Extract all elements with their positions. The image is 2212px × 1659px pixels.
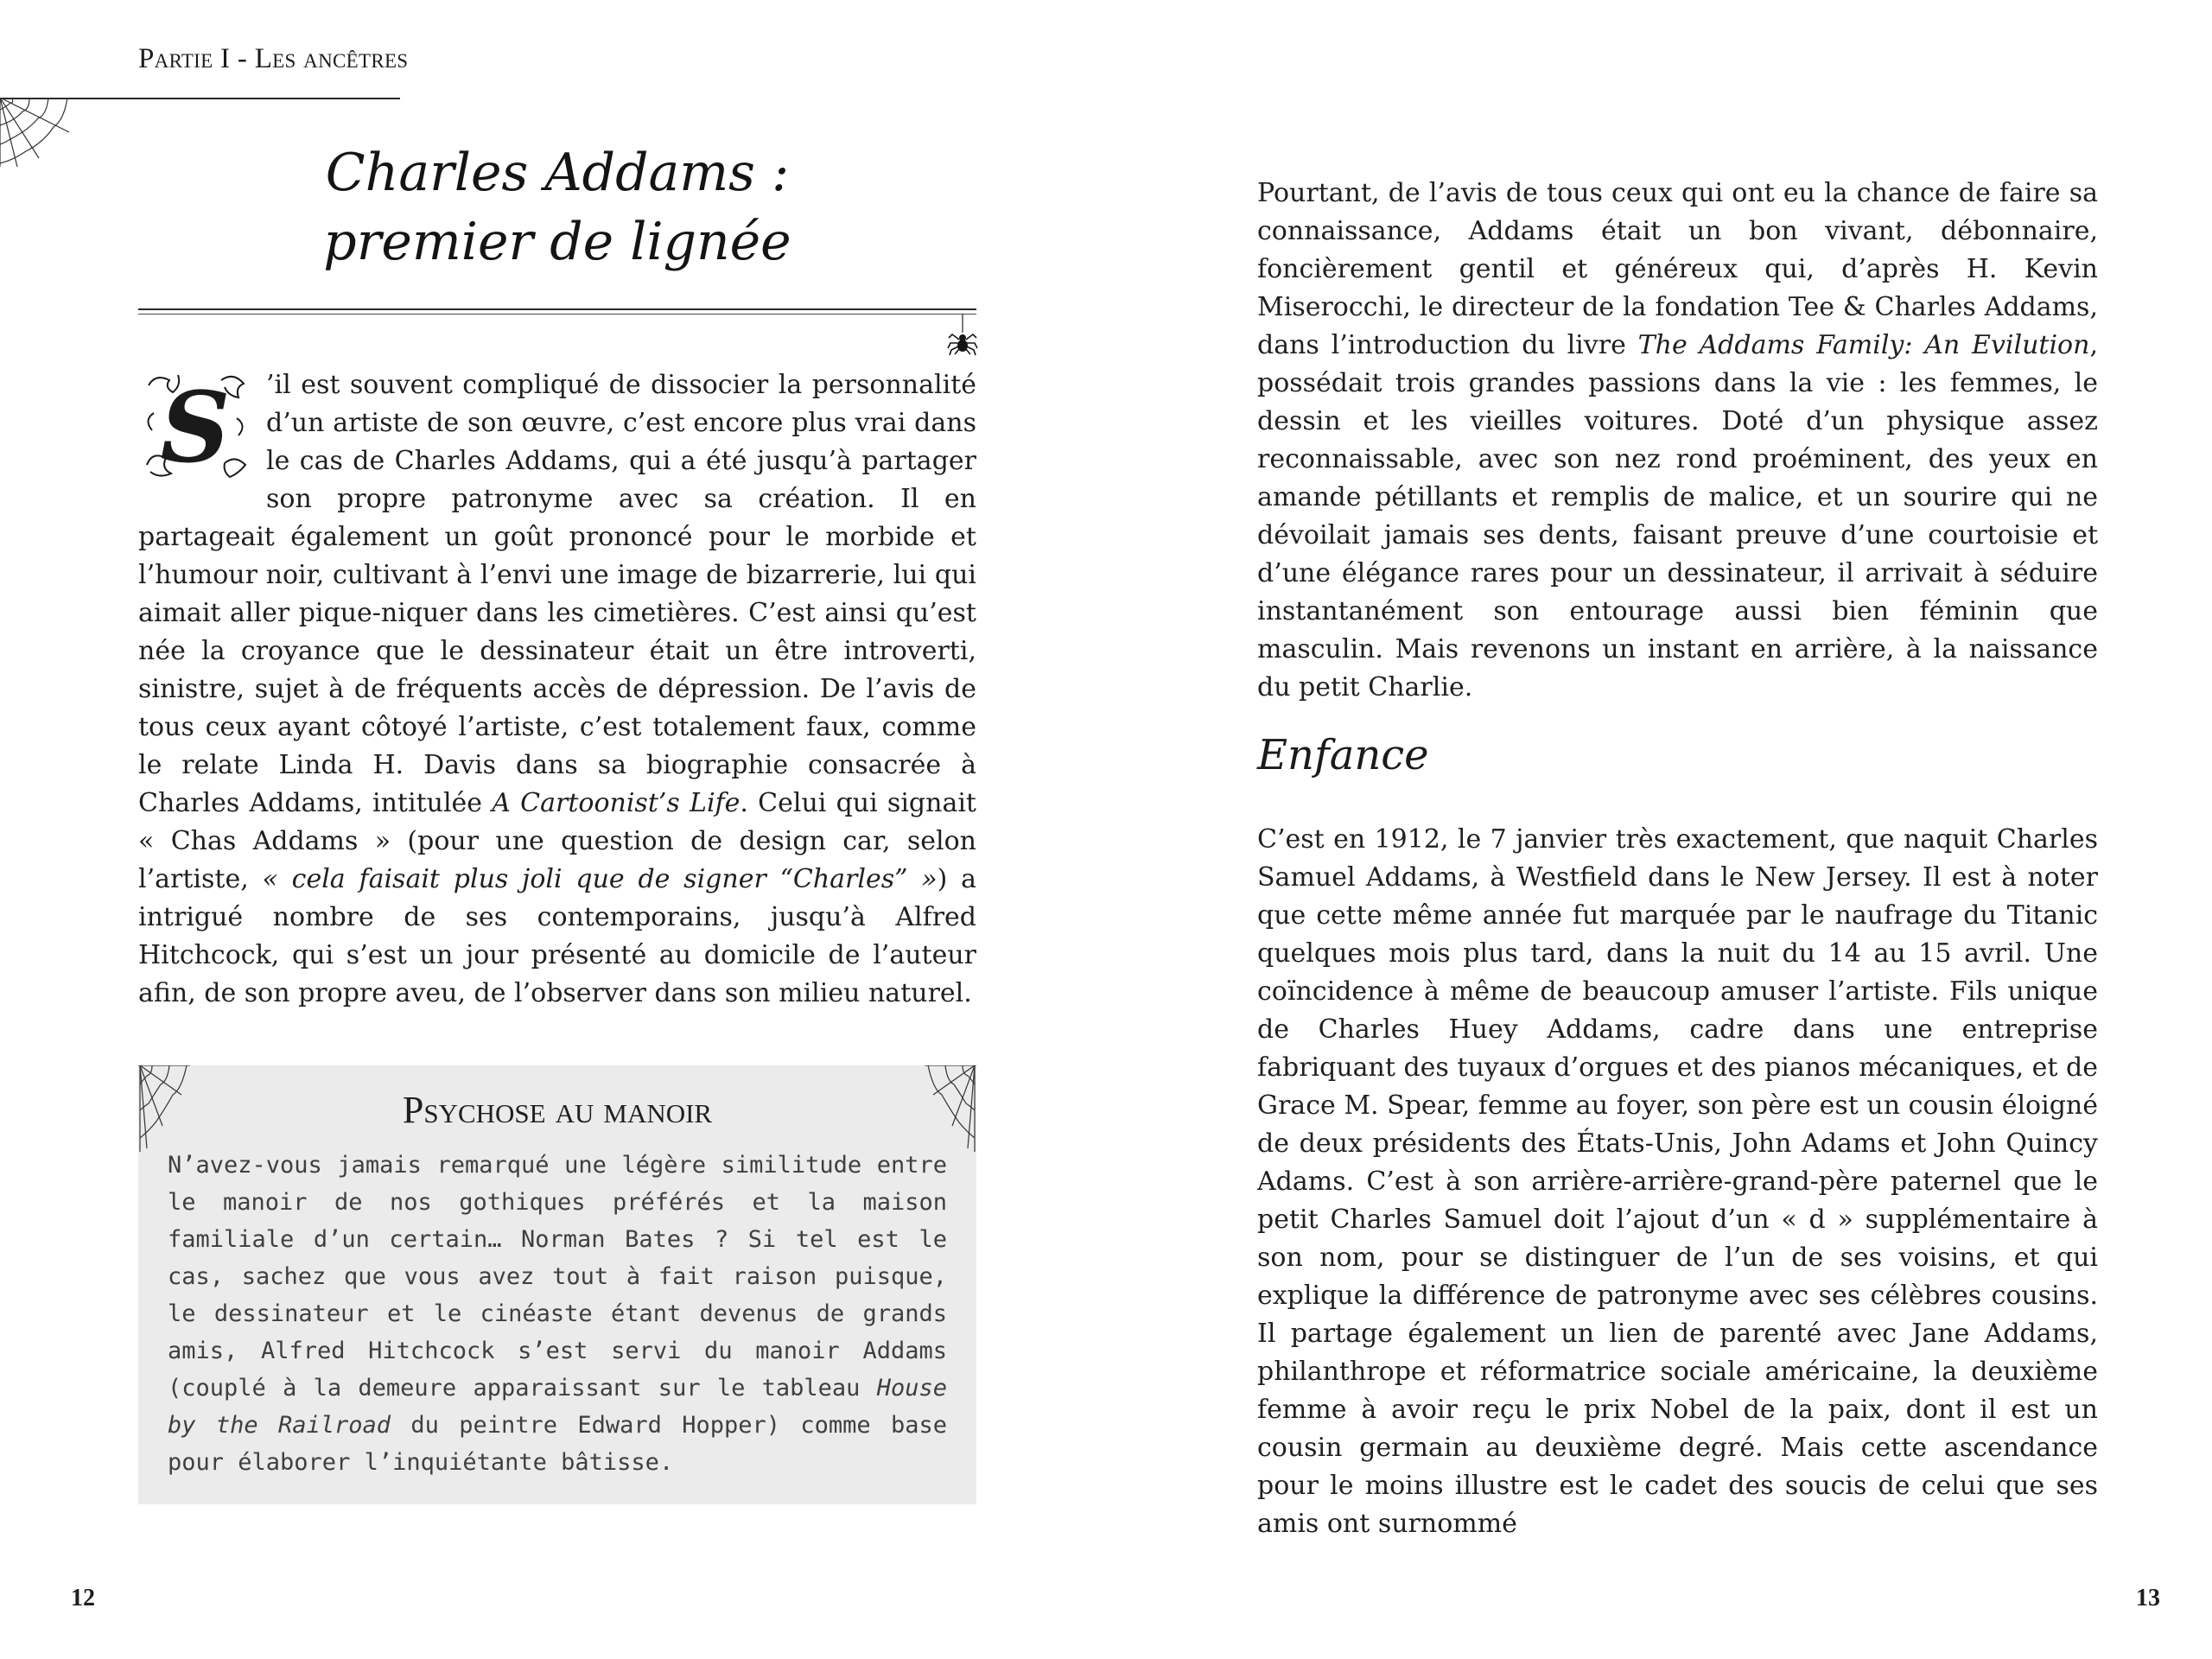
intro-text-part-3: ) a intrigué nombre de ses contemporains, jusqu’à Alfred Hitchcock, qui s’est un jour présenté au domicile de l’auteur afin, de son propre aveu, de l’observer dans son milieu naturel. [138, 864, 976, 1008]
sidebar-text-part-1: N’avez-vous jamais remarqué une légère similitude entre le manoir de nos gothiques préférés et la maison familiale d’un certain… Norman Bates ? Si tel est le cas, sachez que vous avez tout à fait raison puisque, le dessinateur et le cinéaste étant devenus de grands amis, Alfred Hitchcock s’est servi du manoir Addams (couplé à la demeure apparaissant sur le tableau [168, 1152, 947, 1402]
right-paragraph-1-part-2: , possédait trois grandes passions dans la vie : les femmes, le dessin et les vieilles voitures. Doté d’un physique assez reconnaissable, avec son nez rond proéminent, des yeux en amande pétillants et remplis de malice, et un sourire qui ne dévoilait jamais ses dents, faisant preuve d’une courtoisie et d’une élégance rares pour un dessinateur, il arrivait à séduire instantanément son entourage aussi bien féminin que masculin. Mais revenons un instant en arrière, à la naissance du petit Charlie. [1257, 330, 2098, 702]
chapter-title-line-1: Charles Addams : [325, 143, 790, 203]
running-header: Partie I - Les ancêtres [138, 43, 409, 74]
sidebar-text-painting-title: House by the Railroad [168, 1375, 947, 1439]
right-paragraph-1-book-title: The Addams Family: An Evilution [1637, 330, 2090, 360]
intro-text-book-title: A Cartoonist’s Life [492, 788, 741, 818]
cobweb-icon [0, 98, 78, 167]
page-number: 13 [2136, 1585, 2160, 1611]
right-page [1106, 0, 2212, 1659]
sidebar-text-part-2: du peintre Edward Hopper) comme base pour élaborer l’inquiétante bâtisse. [168, 1412, 947, 1476]
chapter-title-line-2: premier de lignée [323, 212, 791, 272]
intro-text-part-2: . Celui qui signait « Chas Addams » (pour une question de design car, selon l’artiste, [138, 788, 976, 894]
sidebar-text [168, 1147, 947, 1481]
page-number: 12 [71, 1585, 95, 1611]
ornamental-drop-cap [138, 368, 252, 482]
spider-icon [945, 314, 980, 357]
svg-text:S: S [160, 372, 231, 482]
right-paragraph-2: C’est en 1912, le 7 janvier très exactement, que naquit Charles Samuel Addams, à Westfield dans le New Jersey. Il est à noter que cette même année fut marquée par le naufrage du Titanic quelques mois plus tard, dans la nuit du 14 au 15 avril. Une coïncidence à même de beaucoup amuser l’artiste. Fils unique de Charles Huey Addams, cadre dans une entreprise fabriquant des tuyaux d’orgues et des pianos mécaniques, et de Grace M. Spear, femme au foyer, son père est un cousin éloigné de deux présidents des États-Unis, John Adams et John Quincy Adams. C’est à son arrière-arrière-grand-père paternel que le petit Charles Samuel doit l’ajout d’un « d » supplémentaire à son nom, pour se distinguer de l’un de ses voisins, et qui explique la différence de patronyme avec ses célèbres cousins. Il partage également un lien de parenté avec Jane Addams, philanthrope et réformatrice sociale américaine, la deuxième femme à avoir reçu le prix Nobel de la paix, dont il est un cousin germain au deuxième degré. Mais cette ascendance pour le moins illustre est le cadet des soucis de celui que ses amis ont surnommé [1257, 824, 2098, 1539]
section-heading: Enfance [1257, 731, 1429, 779]
title-rule [138, 308, 976, 315]
intro-text-part-1: ’il est souvent compliqué de dissocier la personnalité d’un artiste de son œuvre, c’est encore plus vrai dans le cas de Charles Addams, qui a été jusqu’à partager son propre patronyme avec sa création. Il en partageait également un goût prononcé pour le morbide et l’humour noir, cultivant à l’envi une image de bizarrerie, lui qui aimait aller pique-niquer dans les cimetières. C’est ainsi qu’est née la croyance que le dessinateur était un être introverti, sinistre, sujet à de fréquents accès de dépression. De l’avis de tous ceux ayant côtoyé l’artiste, c’est totalement faux, comme le relate Linda H. Davis dans sa biographie consacrée à Charles Addams, intitulée [138, 370, 976, 818]
intro-text-quote: « cela faisait plus joli que de signer “Charles” » [262, 864, 938, 894]
sidebar-box [138, 1065, 976, 1504]
right-paragraph-1-part-1: Pourtant, de l’avis de tous ceux qui ont eu la chance de faire sa connaissance, Addams était un bon vivant, débonnaire, foncièrement gentil et généreux qui, d’après H. Kevin Miserocchi, le directeur de la fondation Tee & Charles Addams, dans l’introduction du livre [1257, 178, 2098, 360]
chapter-title [138, 138, 976, 276]
intro-paragraph [138, 366, 976, 1013]
right-paragraph-1 [1257, 175, 2098, 707]
sidebar-title: Psychose au manoir [402, 1089, 713, 1131]
